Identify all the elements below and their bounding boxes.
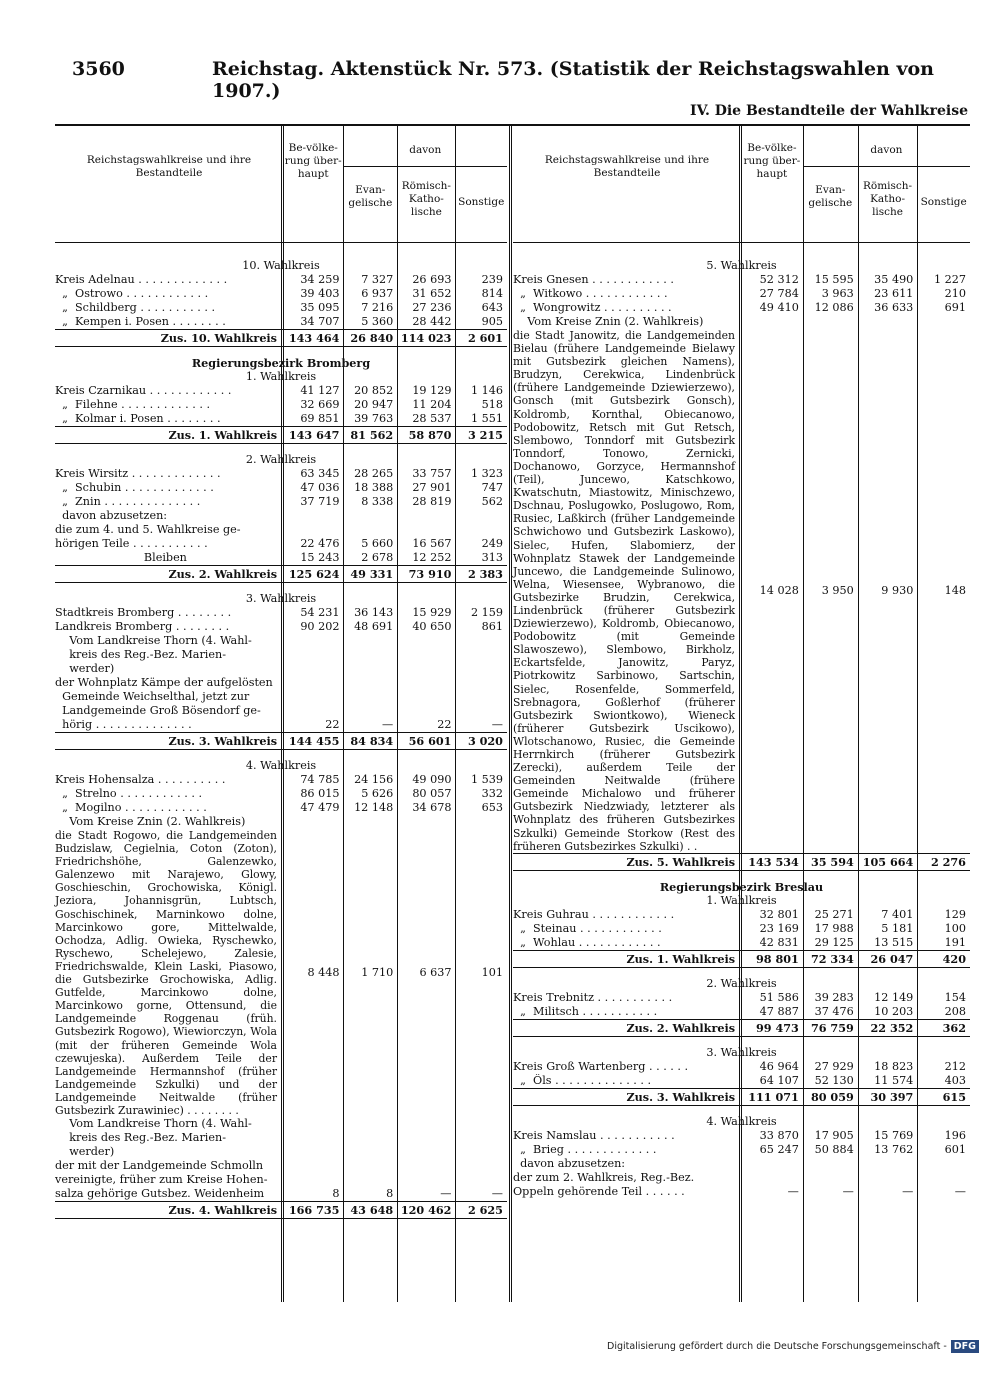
value-sonst: 129 — [944, 907, 966, 921]
value-total: 99 473 — [756, 1020, 799, 1035]
column-rule — [917, 126, 918, 1302]
value-sonst: 861 — [481, 620, 503, 633]
page-number: 3560 — [72, 58, 125, 80]
row-label: Zus. 3. Wahlkreis — [168, 734, 277, 748]
value-sonst: 249 — [481, 537, 503, 550]
value-kath: 120 462 — [400, 1203, 452, 1218]
value-evang: 15 595 — [814, 273, 854, 286]
value-total: 143 647 — [288, 428, 340, 442]
value-kath: 31 652 — [412, 287, 452, 300]
value-kath: 13 515 — [874, 935, 914, 949]
value-kath: 35 490 — [874, 273, 914, 286]
value-total: 47 479 — [300, 801, 340, 814]
row-label: Bleiben — [55, 551, 187, 564]
value-sonst: 2 276 — [930, 854, 966, 869]
value-evang: 18 388 — [354, 481, 394, 494]
row-label: 1. Wahlkreis — [245, 370, 317, 383]
value-total: 54 231 — [300, 606, 340, 619]
value-evang: 26 840 — [350, 331, 394, 345]
value-sonst: 814 — [481, 287, 503, 300]
header-sonst: Sonstige — [920, 196, 967, 208]
municipality-list: die Stadt Janowitz, die Landgemeinden Bielau (frühere Landgemeinde Bielawy mit Gutsbezirk gleichen Namens), Brudzyn, Cerekwica, Lindenbrück (frühere Landgemeinde Dziewierzewo), Gonsch (mit Gutsbezirk Gonsch), Koldromb, Kornthal, Obiecanowo, Podobowitz, Retsch mit Gut Retsch, Slembowo, Tonndorf mit Gutsbezirk Tonndorf, Tonowo, Zernicki, Dochanowo, Gorzyce, Hermannshof (Teil), Juncewo, Katschkowo, Kwatschutn, Miastowitz, Minischzewo, Dschnau, Poslugowko, Poslugowo, Rom, Rusiec, Laßkirch (früher Landgemeinde Schwichowo und Gutsbezirk Laskowo), Sielec, Hufen, Slabomierz, der Wohnplatz Stawek der Landgemeinde Juncewo, die Landgemeinde Sulinowo, Welna, Wiesensee, Wybranowo, die Gutsbezirke Brudzin, Cerekwica, Lindenbrück (früherer Gutsbezirk Dziewierzewo), Koldromb, Obiecanowo, Podobowitz (mit Gemeinde Slawoszewo), Slembowo, Birkholz, Eckartsfelde, Janowitz, Paryz, Piotrkowitz Sarbinowo, Sartschin, Sielec, Rosenfelde, Sommerfeld, Srebnagora, Goßlerhof (früherer Gutsbezirk Swiontkowo), Wieneck (früherer Gutsbezirk Uscikowo), Wlotschanowo, Rusiec, die Gemeinde Herrnkirch (früherer Gutsbezirk Zerecki), außerdem Teile der Gemeinden Neitwalde (frühere Gemeinde Michalowo und früherer Gutsbezirk Niedzwiady, letzterer als Wohnplatz des früheren Gutsbezirkes Szkulki) Gemeinde Storkow (Rest des früheren Gutsbezirkes Szkulki) . . — [513, 329, 735, 853]
value-total: 86 015 — [300, 787, 340, 800]
value-total: 64 107 — [759, 1073, 799, 1087]
value-total: 49 410 — [759, 301, 799, 314]
value-kath: 23 611 — [874, 287, 914, 300]
value-kath: 11 574 — [874, 1073, 914, 1087]
value-sonst: 2 159 — [470, 606, 503, 619]
value-evang: 35 594 — [810, 854, 854, 869]
value-total: 74 785 — [300, 773, 340, 786]
row-label: Kreis Wirsitz . . . . . . . . . . . . . — [55, 467, 221, 480]
row-label: Gemeinde Weichselthal, jetzt zur — [55, 690, 250, 703]
value-kath: 56 601 — [408, 734, 452, 748]
value-sonst: 148 — [944, 584, 966, 597]
value-evang: 3 963 — [821, 287, 854, 300]
value-kath: 16 567 — [412, 537, 452, 550]
value-sonst: 2 383 — [467, 567, 503, 581]
row-label: „ Wongrowitz . . . . . . . . . . — [513, 301, 672, 314]
value-kath: 12 252 — [412, 551, 452, 564]
row-label: hörig . . . . . . . . . . . . . . — [55, 718, 192, 731]
value-total: 63 345 — [300, 467, 340, 480]
value-evang: 1 710 — [361, 966, 394, 979]
row-label: Kreis Gnesen . . . . . . . . . . . . — [513, 273, 674, 286]
row-label: kreis des Reg.-Bez. Marien- — [55, 1131, 226, 1145]
value-total: 37 719 — [300, 495, 340, 508]
value-evang: 8 — [386, 1187, 394, 1201]
row-label: 4. Wahlkreis — [245, 759, 317, 772]
value-evang: — — [382, 718, 394, 731]
column-rule — [858, 126, 859, 1302]
row-label: 2. Wahlkreis — [245, 453, 317, 466]
row-label: salza gehörige Gutsbez. Weidenheim — [55, 1187, 265, 1201]
value-kath: 33 757 — [412, 467, 452, 480]
municipality-list: die Stadt Rogowo, die Landgemeinden Budzislaw, Cegielnia, Coton (Zoton), Friedrichshöhe, Galenzewko, Galenzewo mit Narajewo, Glowy, Goschieschin, Grochowiska, Königl. Jeziora, Johannisgrün, Lubtsch, Goschischinek, Marninkowo dolne, Marcinkowo gore, Mittelwalde, Ochodza, Adlig. Owieka, Ryschewko, Ryschewo, Schelejewo, Zalesie, Friedrichswalde, Klein Laski, Piasowo, die Gutsbezirke Grochowiska, Adlig. Gutfelde, Marcinkowo dolne, Marcinkowo gorne, Ottensund, die Landgemeinde Roggenau (früh. Gutsbezirk Rogowo), Wiewiorczyn, Wola (mit der früheren Gemeinde Wola czewujeska). Außerdem Teile der Landgemeinde Hermannshof (früher Landgemeinde Szkulki) und der Landgemeinde Neitwalde (früher Gutsbezirk Zurawiniec) . . . . . . . . — [55, 829, 277, 1117]
value-evang: 39 763 — [354, 412, 394, 425]
value-total: 98 801 — [756, 951, 799, 966]
value-sonst: 2 601 — [467, 331, 503, 345]
footer-text: Digitalisierung gefördert durch die Deutsche Forschungsgemeinschaft - — [607, 1341, 947, 1352]
value-sonst: 420 — [942, 951, 966, 966]
value-sonst: — — [491, 718, 503, 731]
value-sonst: 653 — [481, 801, 503, 814]
value-kath: 105 664 — [862, 854, 914, 869]
row-label: hörigen Teile . . . . . . . . . . . — [55, 537, 208, 550]
value-evang: 5 626 — [361, 787, 394, 800]
value-sonst: 601 — [944, 1142, 966, 1156]
column-rule — [739, 126, 742, 1302]
header-kath: Römisch-Katho-lische — [401, 180, 451, 218]
row-label: 3. Wahlkreis — [245, 592, 317, 605]
row-label: die zum 4. und 5. Wahlkreise ge- — [55, 523, 241, 536]
value-sonst: 747 — [481, 481, 503, 494]
value-total: 51 586 — [759, 990, 799, 1004]
value-sonst: 2 625 — [467, 1203, 503, 1218]
value-total: 42 831 — [759, 935, 799, 949]
value-kath: 11 204 — [412, 398, 452, 411]
row-label: der Wohnplatz Kämpe der aufgelösten — [55, 676, 273, 689]
value-total: 14 028 — [759, 584, 799, 597]
value-kath: 18 823 — [874, 1059, 914, 1073]
row-label: „ Brieg . . . . . . . . . . . . . — [513, 1142, 657, 1156]
header-evang: Evan-gelische — [348, 184, 393, 209]
row-label: der zum 2. Wahlkreis, Reg.-Bez. — [513, 1170, 695, 1184]
row-label: kreis des Reg.-Bez. Marien- — [55, 648, 226, 661]
row-label: Regierungsbezirk Bromberg — [191, 356, 371, 370]
value-evang: 81 562 — [350, 428, 394, 442]
value-kath: 13 762 — [874, 1142, 914, 1156]
value-evang: 48 691 — [354, 620, 394, 633]
value-sonst: 313 — [481, 551, 503, 564]
row-label: Kreis Trebnitz . . . . . . . . . . . — [513, 990, 673, 1004]
value-total: 125 624 — [288, 567, 340, 581]
value-kath: 40 650 — [412, 620, 452, 633]
value-sonst: 691 — [944, 301, 966, 314]
value-sonst: 403 — [944, 1073, 966, 1087]
value-sonst: 3 020 — [467, 734, 503, 748]
column-rule — [803, 126, 804, 1302]
value-kath: 34 678 — [412, 801, 452, 814]
value-evang: 12 086 — [814, 301, 854, 314]
value-total: 166 735 — [288, 1203, 340, 1218]
value-total: 90 202 — [300, 620, 340, 633]
value-sonst: 615 — [942, 1089, 966, 1104]
row-label: Zus. 3. Wahlkreis — [626, 1089, 735, 1104]
value-sonst: 210 — [944, 287, 966, 300]
column-rule — [455, 126, 456, 1302]
header-sonst: Sonstige — [458, 196, 505, 208]
value-kath: 10 203 — [874, 1004, 914, 1018]
value-evang: 24 156 — [354, 773, 394, 786]
row-label: 3. Wahlkreis — [706, 1045, 777, 1059]
value-total: 46 964 — [759, 1059, 799, 1073]
row-label: vereinigte, früher zum Kreise Hohen- — [55, 1173, 268, 1187]
row-label: Landkreis Bromberg . . . . . . . . — [55, 620, 230, 633]
value-kath: 26 047 — [870, 951, 914, 966]
value-kath: 22 352 — [870, 1020, 914, 1035]
footer — [607, 1340, 979, 1353]
header-name: Reichstagswahlkreise und ihre Bestandteile — [544, 154, 710, 179]
value-sonst: 239 — [481, 273, 503, 286]
row-label: „ Wohlau . . . . . . . . . . . . — [513, 935, 661, 949]
value-evang: 5 360 — [361, 315, 394, 328]
row-label: „ Steinau . . . . . . . . . . . . — [513, 921, 662, 935]
row-label: Regierungsbezirk Breslau — [659, 879, 824, 894]
value-sonst: 643 — [481, 301, 503, 314]
value-evang: 76 759 — [810, 1020, 854, 1035]
value-kath: 15 769 — [874, 1128, 914, 1142]
row-label: Zus. 5. Wahlkreis — [626, 854, 735, 869]
value-total: 144 455 — [288, 734, 340, 748]
row-label: 5. Wahlkreis — [706, 259, 777, 272]
row-label: Vom Kreise Znin (2. Wahlkreis) — [55, 815, 246, 828]
value-evang: 17 905 — [814, 1128, 854, 1142]
header-name: Reichstagswahlkreise und ihre Bestandteile — [86, 154, 252, 179]
value-evang: 37 476 — [814, 1004, 854, 1018]
value-kath: 73 910 — [408, 567, 452, 581]
header-davon: davon — [870, 144, 903, 156]
column-rule — [281, 126, 284, 1302]
row-label: „ Mogilno . . . . . . . . . . . . — [55, 801, 207, 814]
value-total: 111 071 — [748, 1089, 799, 1104]
row-label: davon abzusetzen: — [55, 509, 168, 522]
column-rule — [397, 126, 398, 1302]
header-evang: Evan-gelische — [808, 184, 853, 209]
value-evang: 5 660 — [361, 537, 394, 550]
value-evang: 20 852 — [354, 384, 394, 397]
davon-rule — [343, 166, 507, 167]
value-evang: 80 059 — [810, 1089, 854, 1104]
value-sonst: 1 146 — [470, 384, 503, 397]
value-kath: — — [902, 1184, 914, 1198]
row-label: 2. Wahlkreis — [706, 976, 777, 990]
value-total: 27 784 — [759, 287, 799, 300]
header-total: Be-völke-rung über-haupt — [743, 142, 801, 180]
right-table — [513, 126, 970, 1302]
row-label: „ Ostrowo . . . . . . . . . . . . — [55, 287, 209, 300]
row-label: Kreis Groß Wartenberg . . . . . . — [513, 1059, 689, 1073]
value-total: 33 870 — [759, 1128, 799, 1142]
value-total: 143 464 — [288, 331, 340, 345]
row-label: „ Schubin . . . . . . . . . . . . . — [55, 481, 214, 494]
row-label: „ Kempen i. Posen . . . . . . . . — [55, 315, 226, 328]
column-divider — [509, 126, 512, 1302]
row-label: Zus. 2. Wahlkreis — [626, 1020, 735, 1035]
value-evang: 43 648 — [350, 1203, 394, 1218]
value-sonst: 212 — [944, 1059, 966, 1073]
row-label: „ Filehne . . . . . . . . . . . . . — [55, 398, 211, 411]
value-kath: 22 — [437, 718, 452, 731]
row-label: Zus. 1. Wahlkreis — [168, 428, 277, 442]
value-kath: 6 637 — [419, 966, 452, 979]
value-evang: 28 265 — [354, 467, 394, 480]
page-title: Reichstag. Aktenstück Nr. 573. (Statistik der Reichstagswahlen von 1907.) — [212, 58, 934, 102]
row-label: „ Kolmar i. Posen . . . . . . . . — [55, 412, 221, 425]
value-total: 32 801 — [759, 907, 799, 921]
value-total: 35 095 — [300, 301, 340, 314]
header-total: Be-völke-rung über-haupt — [284, 142, 342, 180]
value-sonst: 562 — [481, 495, 503, 508]
value-kath: 26 693 — [412, 273, 452, 286]
value-evang: 84 834 — [350, 734, 394, 748]
value-total: 8 — [332, 1187, 340, 1201]
value-sonst: 1 539 — [470, 773, 503, 786]
value-total: 15 243 — [300, 551, 340, 564]
value-evang: 20 947 — [354, 398, 394, 411]
value-total: — — [787, 1184, 799, 1198]
value-evang: 3 950 — [821, 584, 854, 597]
value-total: 34 259 — [300, 273, 340, 286]
value-evang: 6 937 — [361, 287, 394, 300]
value-evang: — — [842, 1184, 854, 1198]
row-label: Stadtkreis Bromberg . . . . . . . . — [55, 606, 232, 619]
value-total: 69 851 — [300, 412, 340, 425]
value-sonst: 332 — [481, 787, 503, 800]
value-evang: 36 143 — [354, 606, 394, 619]
section-title: IV. Die Bestandteile der Wahlkreise — [690, 103, 968, 119]
value-kath: 30 397 — [870, 1089, 914, 1104]
row-label: Zus. 10. Wahlkreis — [160, 331, 277, 345]
value-kath: 28 537 — [412, 412, 452, 425]
value-kath: 58 870 — [408, 428, 452, 442]
value-total: 32 669 — [300, 398, 340, 411]
left-table — [55, 126, 507, 1302]
value-sonst: 208 — [944, 1004, 966, 1018]
value-evang: 50 884 — [814, 1142, 854, 1156]
value-kath: 27 901 — [412, 481, 452, 494]
row-label: Vom Landkreise Thorn (4. Wahl- — [55, 634, 252, 647]
value-evang: 7 216 — [361, 301, 394, 314]
value-kath: — — [440, 1187, 452, 1201]
value-kath: 19 129 — [412, 384, 452, 397]
column-rule — [343, 126, 344, 1302]
row-label: Vom Kreise Znin (2. Wahlkreis) — [513, 315, 704, 328]
row-label: „ Znin . . . . . . . . . . . . . . — [55, 495, 201, 508]
value-sonst: 196 — [944, 1128, 966, 1142]
row-label: werder) — [55, 662, 115, 675]
value-total: 65 247 — [759, 1142, 799, 1156]
value-total: 52 312 — [759, 273, 799, 286]
value-sonst: 518 — [481, 398, 503, 411]
row-label: Zus. 1. Wahlkreis — [626, 951, 735, 966]
value-evang: 12 148 — [354, 801, 394, 814]
value-sonst: 1 551 — [470, 412, 503, 425]
value-total: 22 476 — [300, 537, 340, 550]
row-label: Kreis Guhrau . . . . . . . . . . . . — [513, 907, 675, 921]
row-label: Kreis Hohensalza . . . . . . . . . . — [55, 773, 226, 786]
value-sonst: 154 — [944, 990, 966, 1004]
value-kath: 9 930 — [881, 584, 914, 597]
row-label: werder) — [55, 1145, 115, 1159]
value-kath: 5 181 — [881, 921, 914, 935]
row-label: 10. Wahlkreis — [242, 259, 320, 272]
value-total: 41 127 — [300, 384, 340, 397]
value-total: 8 448 — [307, 966, 340, 979]
davon-rule — [803, 166, 970, 167]
value-total: 23 169 — [759, 921, 799, 935]
row-label: „ Strelno . . . . . . . . . . . . — [55, 787, 203, 800]
row-label: 1. Wahlkreis — [706, 893, 777, 907]
row-label: Landgemeinde Groß Bösendorf ge- — [55, 704, 261, 717]
value-total: 39 403 — [300, 287, 340, 300]
value-total: 47 887 — [759, 1004, 799, 1018]
row-label: Oppeln gehörende Teil . . . . . . — [513, 1184, 685, 1198]
value-evang: 2 678 — [361, 551, 394, 564]
value-sonst: — — [954, 1184, 966, 1198]
row-label: Vom Landkreise Thorn (4. Wahl- — [55, 1117, 252, 1131]
value-sonst: 101 — [481, 966, 503, 979]
value-kath: 15 929 — [412, 606, 452, 619]
row-label: Kreis Adelnau . . . . . . . . . . . . . — [55, 273, 228, 286]
header-davon: davon — [409, 144, 442, 156]
value-evang: 25 271 — [814, 907, 854, 921]
row-label: „ Schildberg . . . . . . . . . . . — [55, 301, 216, 314]
header-kath: Römisch-Katho-lische — [862, 180, 913, 218]
value-kath: 27 236 — [412, 301, 452, 314]
value-kath: 12 149 — [874, 990, 914, 1004]
value-sonst: 1 227 — [933, 273, 966, 286]
row-label: davon abzusetzen: — [513, 1156, 626, 1170]
value-kath: 7 401 — [881, 907, 914, 921]
row-label: Zus. 2. Wahlkreis — [168, 567, 277, 581]
value-evang: 72 334 — [810, 951, 854, 966]
value-sonst: 100 — [944, 921, 966, 935]
value-total: 47 036 — [300, 481, 340, 494]
value-sonst: 362 — [942, 1020, 966, 1035]
value-total: 143 534 — [748, 854, 799, 869]
row-label: „ Witkowo . . . . . . . . . . . . — [513, 287, 668, 300]
value-evang: 27 929 — [814, 1059, 854, 1073]
value-kath: 80 057 — [412, 787, 452, 800]
value-sonst: 3 215 — [467, 428, 503, 442]
value-evang: 49 331 — [350, 567, 394, 581]
row-label: der mit der Landgemeinde Schmolln — [55, 1159, 264, 1173]
row-label: Kreis Namslau . . . . . . . . . . . — [513, 1128, 675, 1142]
value-evang: 17 988 — [814, 921, 854, 935]
value-total: 22 — [325, 718, 340, 731]
value-sonst: 1 323 — [470, 467, 503, 480]
row-label: „ Militsch . . . . . . . . . . . — [513, 1004, 658, 1018]
value-kath: 28 819 — [412, 495, 452, 508]
value-sonst: 191 — [944, 935, 966, 949]
row-label: 4. Wahlkreis — [706, 1114, 777, 1128]
dfg-logo: DFG — [951, 1340, 979, 1353]
value-kath: 114 023 — [400, 331, 452, 345]
value-evang: 8 338 — [361, 495, 394, 508]
value-kath: 49 090 — [412, 773, 452, 786]
value-total: 34 707 — [300, 315, 340, 328]
value-kath: 36 633 — [874, 301, 914, 314]
value-sonst: — — [491, 1187, 503, 1201]
row-label: Kreis Czarnikau . . . . . . . . . . . . — [55, 384, 232, 397]
value-evang: 7 327 — [361, 273, 394, 286]
row-label: „ Öls . . . . . . . . . . . . . . — [513, 1073, 652, 1087]
value-evang: 39 283 — [814, 990, 854, 1004]
value-kath: 28 442 — [412, 315, 452, 328]
value-evang: 29 125 — [814, 935, 854, 949]
value-evang: 52 130 — [814, 1073, 854, 1087]
row-label: Zus. 4. Wahlkreis — [168, 1203, 277, 1218]
value-sonst: 905 — [481, 315, 503, 328]
